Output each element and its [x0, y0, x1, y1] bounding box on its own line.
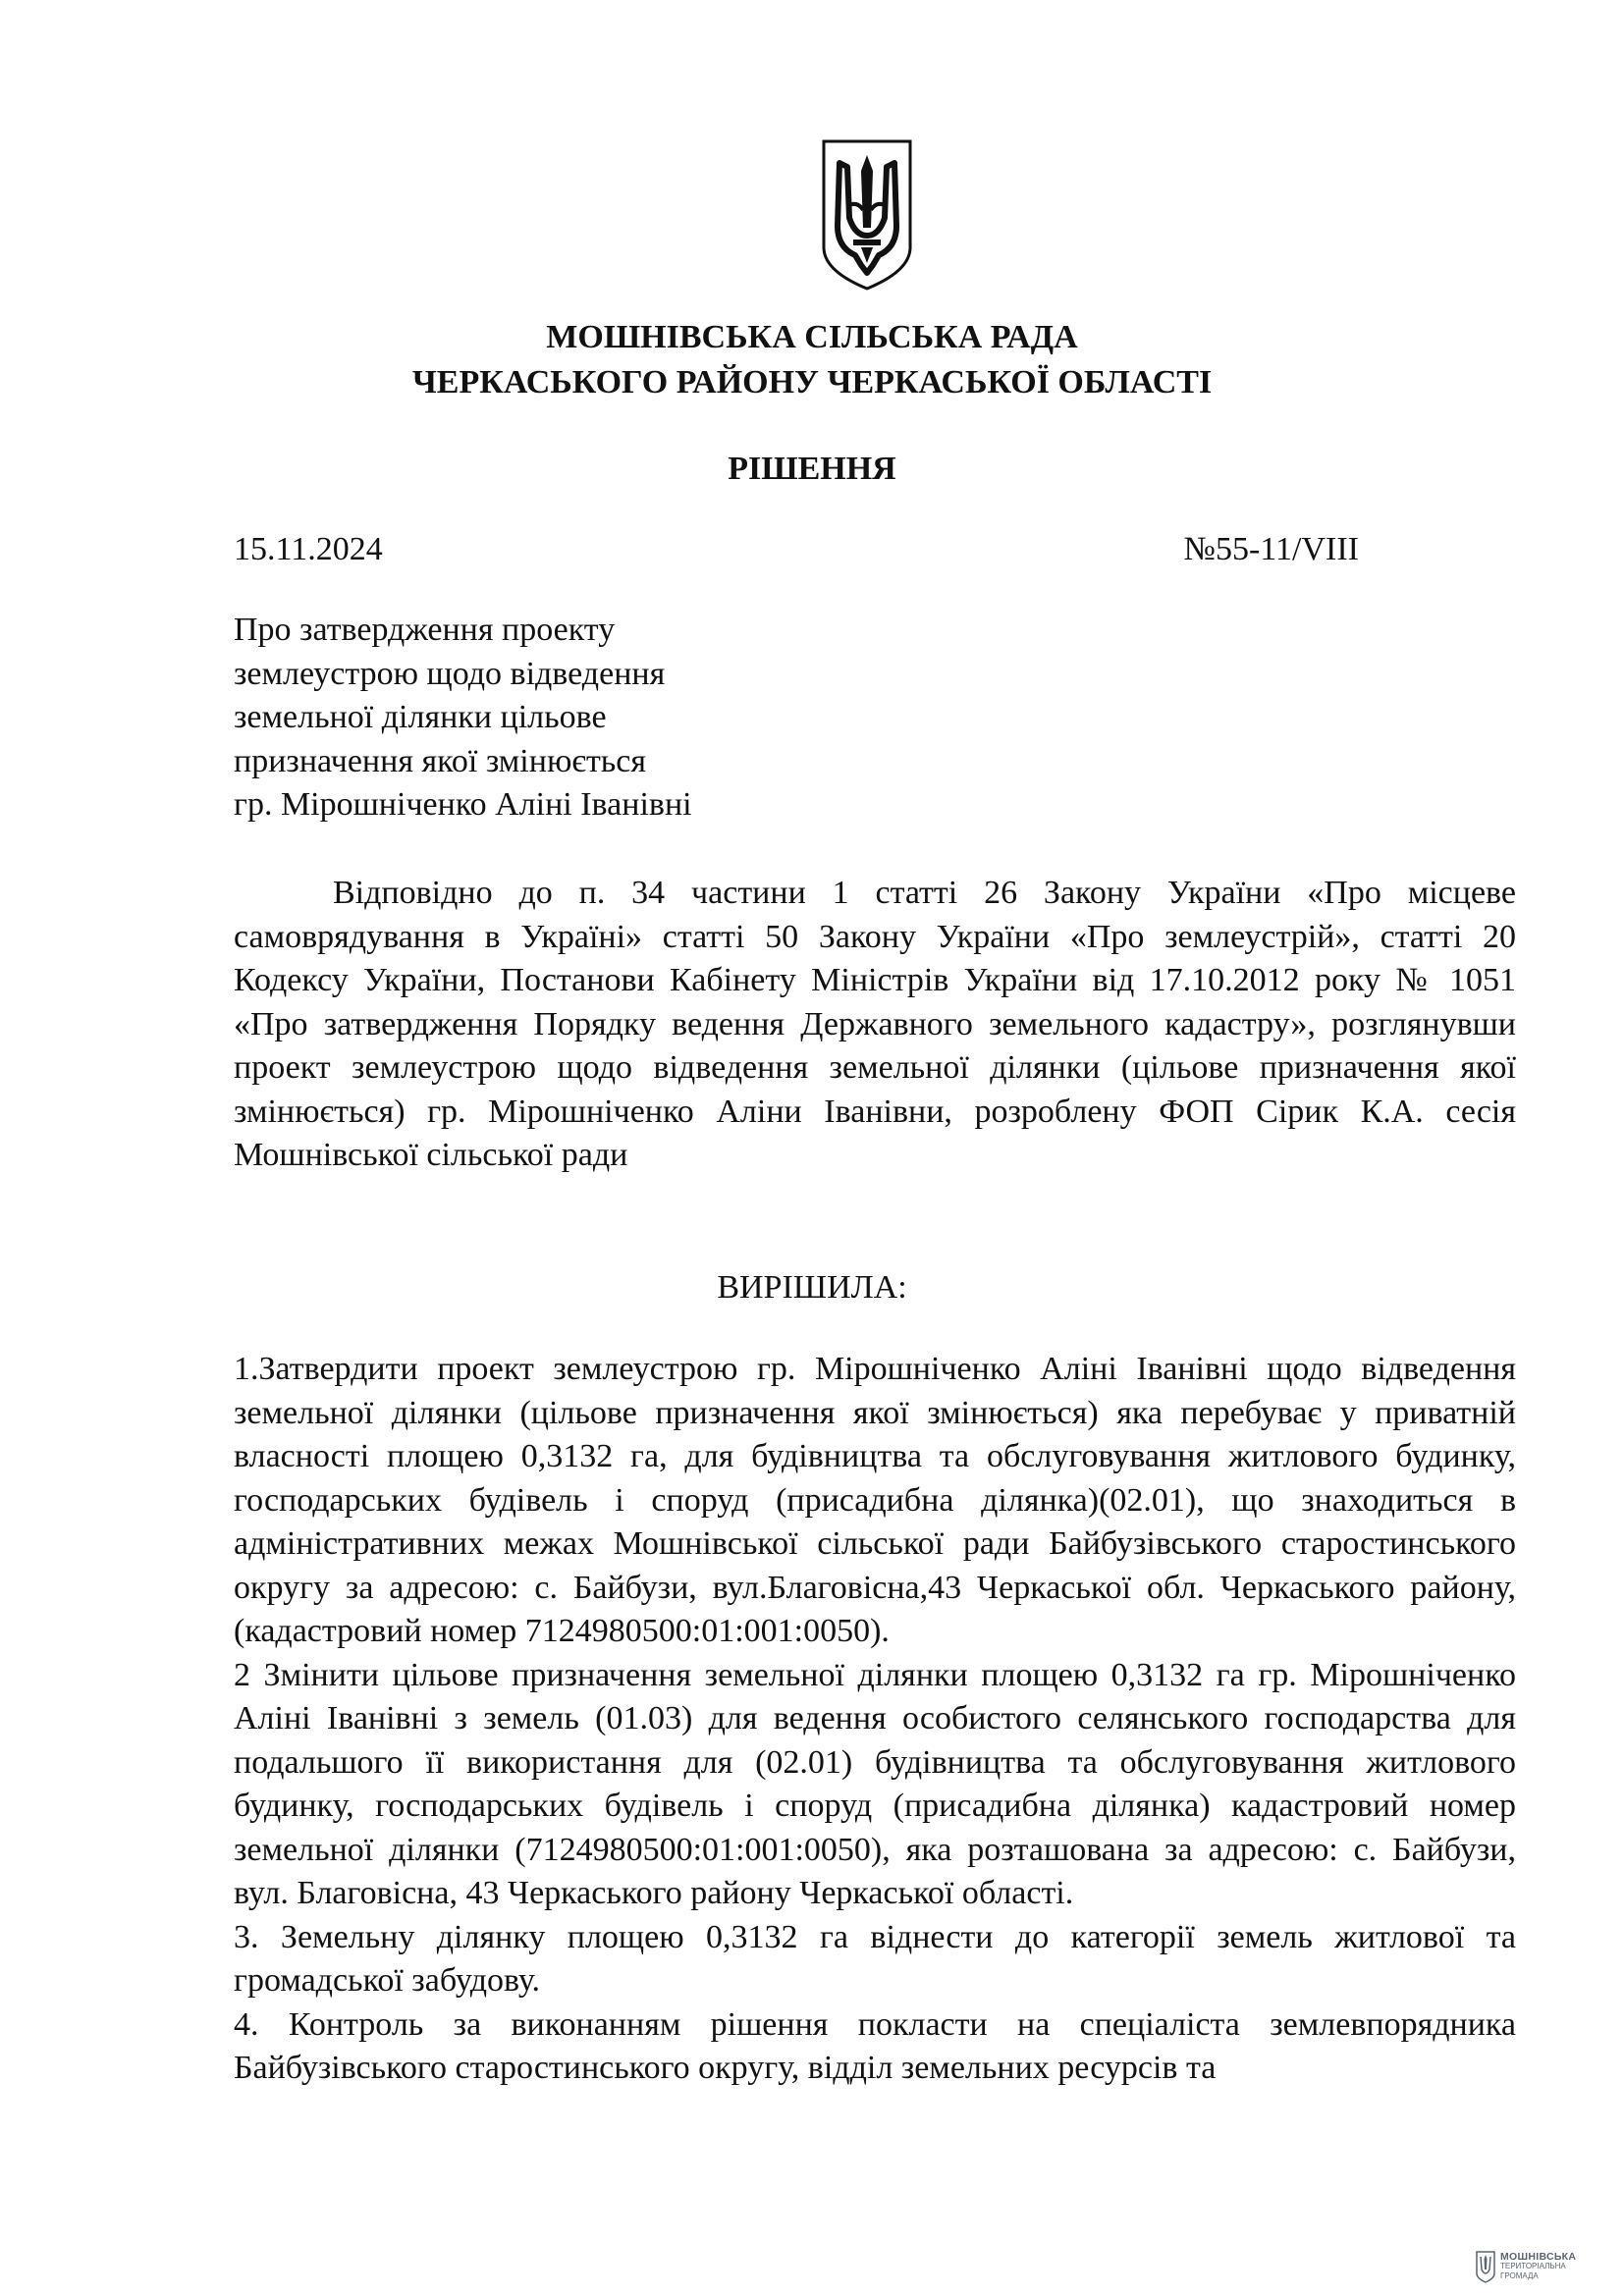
watermark-line: МОШНІВСЬКА [1500, 2251, 1577, 2263]
council-district: ЧЕРКАСЬКОГО РАЙОНУ ЧЕРКАСЬКОЇ ОБЛАСТІ [411, 364, 1213, 400]
decision-subject [234, 609, 921, 828]
subject-line: земельної ділянки цільове [234, 699, 607, 735]
subject-line: призначення якої змінюється [234, 742, 647, 779]
watermark-line: ТЕРИТОРІАЛЬНА [1500, 2262, 1566, 2270]
decision-items [234, 1348, 1516, 2091]
decision-date: 15.11.2024 [234, 531, 383, 567]
community-watermark [1475, 2250, 1576, 2283]
decision-item: 1.Затвердити проект землеустрою гр. Мірошніченко Аліні Іванівні щодо відведення земельної ділянки (цільове призначення якої змінюється) яка перебуває у приватній власності площею 0,3132 га, для будівництва та обслуговування житлового будинку, господарських будівель і споруд (присадибна ділянка)(02.01), що знаходиться в адміністративних межах Мошнівської сільської ради Байбузівського старостинського округу за адресою: с. Байбузи, вул.Благовісна,43 Черкаської обл. Черкаського району, (кадастровий номер 7124980500:01:001:0050). [234, 1351, 1516, 1649]
decision-item: 3. Земельну ділянку площею 0,3132 га віднести до категорії земель житлової та громадської забудову. [234, 1918, 1516, 1999]
decided-heading: ВИРІШИЛА: [717, 1269, 907, 1306]
decision-item: 2 Змінити цільове призначення земельної ділянки площею 0,3132 га гр. Мірошніченко Аліні Іванівні з земель (01.03) для ведення особистого селянського господарства для подальшого її використання для (02.01) будівництва та обслуговування житлового будинку, господарських будівель і споруд (присадибна ділянка) кадастровий номер земельної ділянки (7124980500:01:001:0050), яка розташована за адресою: с. Байбузи, вул. Благовісна, 43 Черкаського району Черкаської області. [234, 1656, 1516, 1911]
decision-item: 4. Контроль за виконанням рішення покласти на спеціаліста землевпорядника Байбузівського старостинського округу, відділ земельних ресурсів та [234, 2005, 1516, 2086]
preamble-paragraph: Відповідно до п. 34 частини 1 статті 26 Закону України «Про місцеве самоврядування в Україні» статті 50 Закону України «Про землеустрій», статті 20 Кодексу України, Постанови Кабінету Міністрів України від 17.10.2012 року № 1051 «Про затвердження Порядку ведення Державного земельного кадастру», розглянувши проект землеустрою щодо відведення земельної ділянки (цільове призначення якої змінюється) гр. Мірошніченко Аліни Іванівни, розроблену ФОП Сірик К.А. сесія Мошнівської сільської ради [234, 875, 1516, 1173]
decision-number: №55-11/VIII [1183, 531, 1359, 567]
subject-line: землеустрою щодо відведення [234, 655, 666, 692]
coat-of-arms-icon [818, 137, 916, 293]
council-name: МОШНІВСЬКА СІЛЬСЬКА РАДА [546, 319, 1078, 355]
watermark-text [1500, 2252, 1576, 2281]
document-type: РІШЕННЯ [728, 451, 896, 487]
subject-line: гр. Мірошніченко Аліні Іванівні [234, 786, 692, 823]
trident-logo-icon [1475, 2250, 1496, 2283]
subject-line: Про затвердження проекту [234, 612, 616, 648]
watermark-line: ГРОМАДА [1500, 2271, 1539, 2280]
